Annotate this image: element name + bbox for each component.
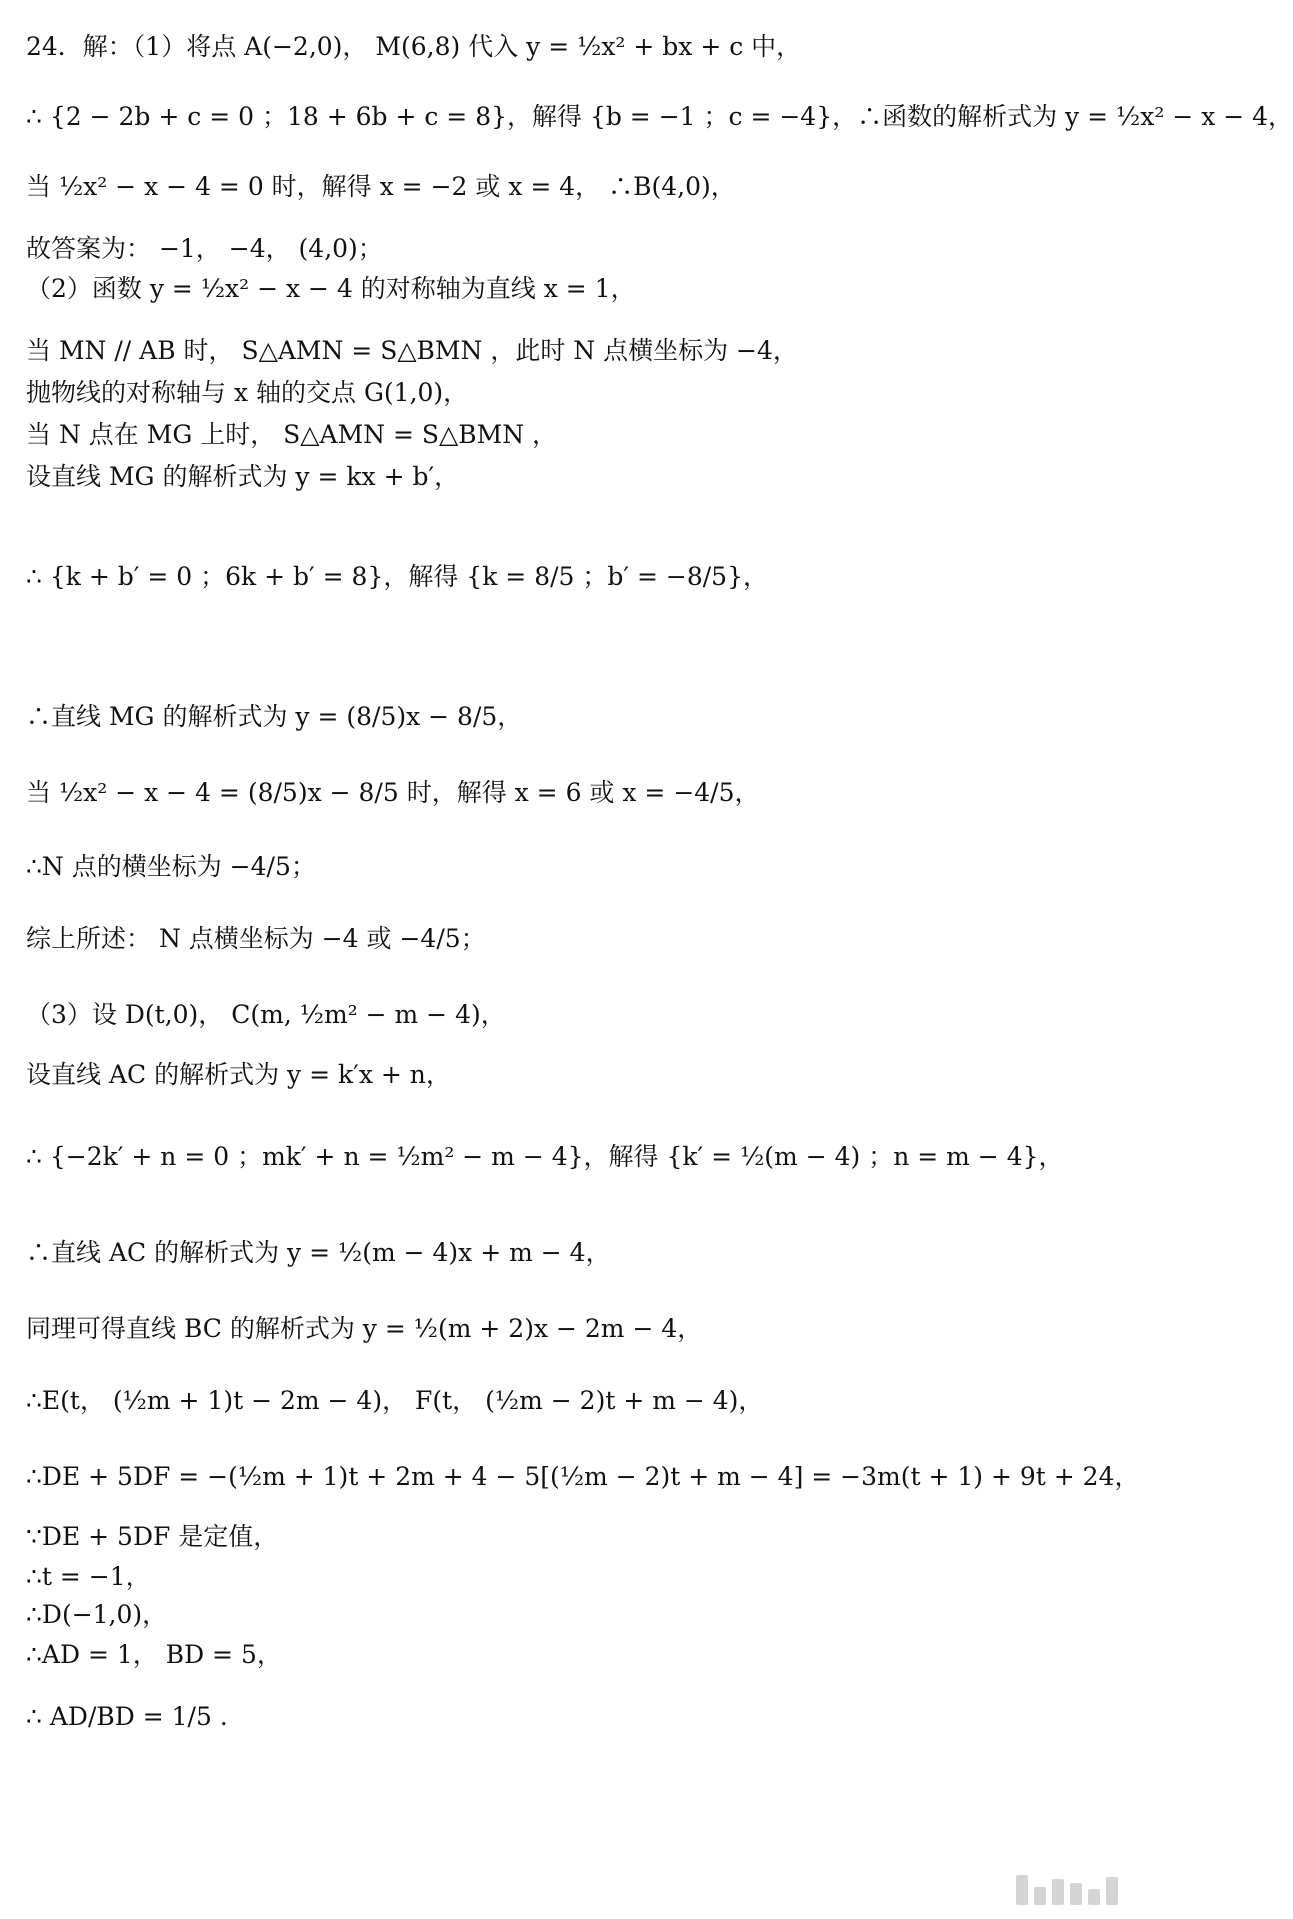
solution-line-23: ∴t = −1， [26,1562,151,1591]
solution-line-6: 当 MN // AB 时， S△AMN = S△BMN ，此时 N 点横坐标为 −4， [26,336,798,365]
solution-line-22: ∵DE + 5DF 是定值， [26,1522,279,1551]
solution-line-16: 设直线 AC 的解析式为 y = k′x + n， [26,1060,451,1089]
solution-line-26: ∴ AD/BD = 1/5 . [26,1702,228,1731]
solution-line-5: （2）函数 y = ½x² − x − 4 的对称轴为直线 x = 1， [26,274,636,303]
solution-line-2: ∴ {2 − 2b + c = 0 ；18 + 6b + c = 8}，解得 {b = −1 ；c = −4}，∴函数的解析式为 y = ½x² − x − 4， [26,102,1293,131]
solution-line-25: ∴AD = 1， BD = 5， [26,1640,282,1669]
solution-line-12: 当 ½x² − x − 4 = (8/5)x − 8/5 时，解得 x = 6 或 x = −4/5， [26,778,760,807]
solution-line-10: ∴ {k + b′ = 0 ；6k + b′ = 8}，解得 {k = 8/5 ；b′ = −8/5}， [26,562,768,591]
solution-line-17: ∴ {−2k′ + n = 0 ；mk′ + n = ½m² − m − 4}，解得 {k′ = ½(m − 4) ；n = m − 4}， [26,1142,1064,1171]
solution-line-9: 设直线 MG 的解析式为 y = kx + b′， [26,462,460,491]
solution-line-11: ∴直线 MG 的解析式为 y = (8/5)x − 8/5， [26,702,523,731]
solution-line-4: 故答案为： −1， −4， (4,0)； [26,234,383,263]
solution-line-24: ∴D(−1,0)， [26,1600,168,1629]
watermark-bars-icon [1016,1871,1118,1905]
solution-line-14: 综上所述： N 点横坐标为 −4 或 −4/5； [26,924,486,953]
solution-line-20: ∴E(t， (½m + 1)t − 2m − 4)， F(t， (½m − 2)t + m − 4)， [26,1386,764,1415]
solution-line-19: 同理可得直线 BC 的解析式为 y = ½(m + 2)x − 2m − 4， [26,1314,703,1343]
solution-line-21: ∴DE + 5DF = −(½m + 1)t + 2m + 4 − 5[(½m − 2)t + m − 4] = −3m(t + 1) + 9t + 24， [26,1462,1140,1491]
solution-line-8: 当 N 点在 MG 上时， S△AMN = S△BMN ， [26,420,558,449]
solution-line-13: ∴N 点的横坐标为 −4/5； [26,852,316,881]
solution-line-1: 24．解：（1）将点 A(−2,0)， M(6,8) 代入 y = ½x² + bx + c 中， [26,32,802,61]
solution-line-3: 当 ½x² − x − 4 = 0 时，解得 x = −2 或 x = 4， ∴B(4,0)， [26,172,736,201]
solution-line-15: （3）设 D(t,0)， C(m, ½m² − m − 4)， [26,1000,506,1029]
solution-line-7: 抛物线的对称轴与 x 轴的交点 G(1,0)， [26,378,469,407]
solution-line-18: ∴直线 AC 的解析式为 y = ½(m − 4)x + m − 4， [26,1238,611,1267]
